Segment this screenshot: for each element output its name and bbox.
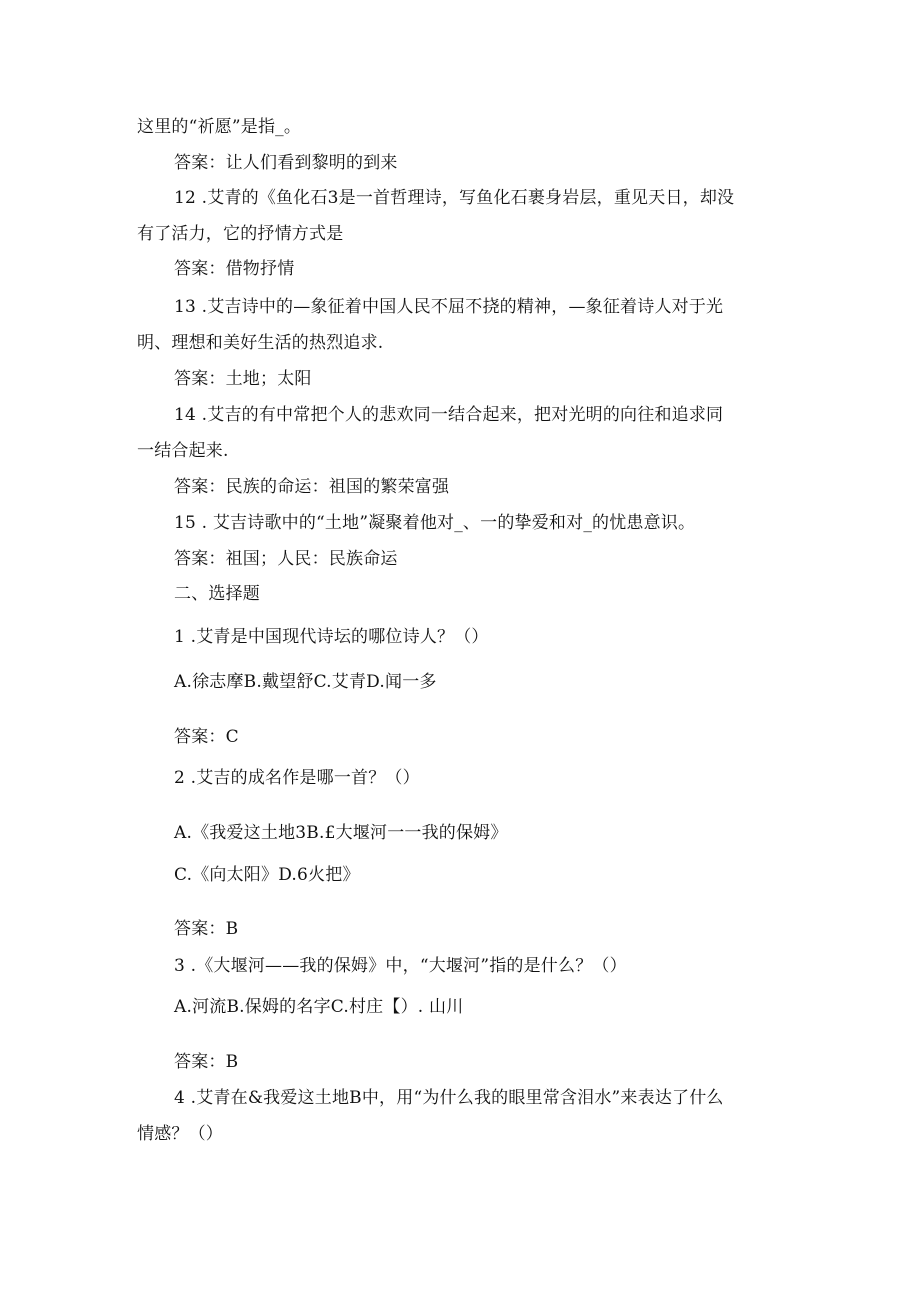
answer-line: 答案：祖国；人民：民族命运 [174,549,398,569]
options-line: A.徐志摩B.戴望舒C.艾青D.闻一多 [174,672,437,692]
text-line: 一结合起来. [137,441,229,461]
text-line: 这里的“祈愿”是指_。 [137,117,302,137]
section-heading: 二、选择题 [174,584,260,604]
answer-line: 答案：B [174,919,239,939]
question-line: 1 .艾青是中国现代诗坛的哪位诗人？（） [174,627,489,647]
question-line: 3 .《大堰河——我的保姆》中，“大堰河”指的是什么？（） [174,956,627,976]
answer-line: 答案：民族的命运：祖国的繁荣富强 [174,477,450,497]
answer-line: 答案：让人们看到黎明的到来 [174,153,398,173]
answer-line: 答案：借物抒情 [174,259,295,279]
options-line: A.河流B.保姆的名字C.村庄【）. 山川 [174,997,464,1017]
question-line: 13 .艾吉诗中的—象征着中国人民不屈不挠的精神，—象征着诗人对于光 [174,297,724,317]
text-line: 明、理想和美好生活的热烈追求. [137,333,384,353]
question-line: 12 .艾青的《鱼化石3是一首哲理诗，写鱼化石裹身岩层，重见天日，却没 [174,188,735,208]
answer-line: 答案：B [174,1052,239,1072]
text-line: 情感？（） [137,1124,223,1144]
options-line: A.《我爱这土地3B.£大堰河一一我的保姆》 [174,823,508,843]
answer-line: 答案：C [174,727,239,747]
text-line: 有了活力，它的抒情方式是 [137,224,344,244]
question-line: 4 .艾青在&我爱这土地B中，用“为什么我的眼里常含泪水”来表达了什么 [174,1088,724,1108]
question-line: 15 . 艾吉诗歌中的“土地”凝聚着他对_、一的挚爱和对_的忧患意识。 [174,513,696,533]
question-line: 2 .艾吉的成名作是哪一首？（） [174,768,420,788]
question-line: 14 .艾吉的有中常把个人的悲欢同一结合起来，把对光明的向往和追求同 [174,405,724,425]
answer-line: 答案：土地；太阳 [174,369,312,389]
options-line: C.《向太阳》D.6火把》 [174,865,360,885]
